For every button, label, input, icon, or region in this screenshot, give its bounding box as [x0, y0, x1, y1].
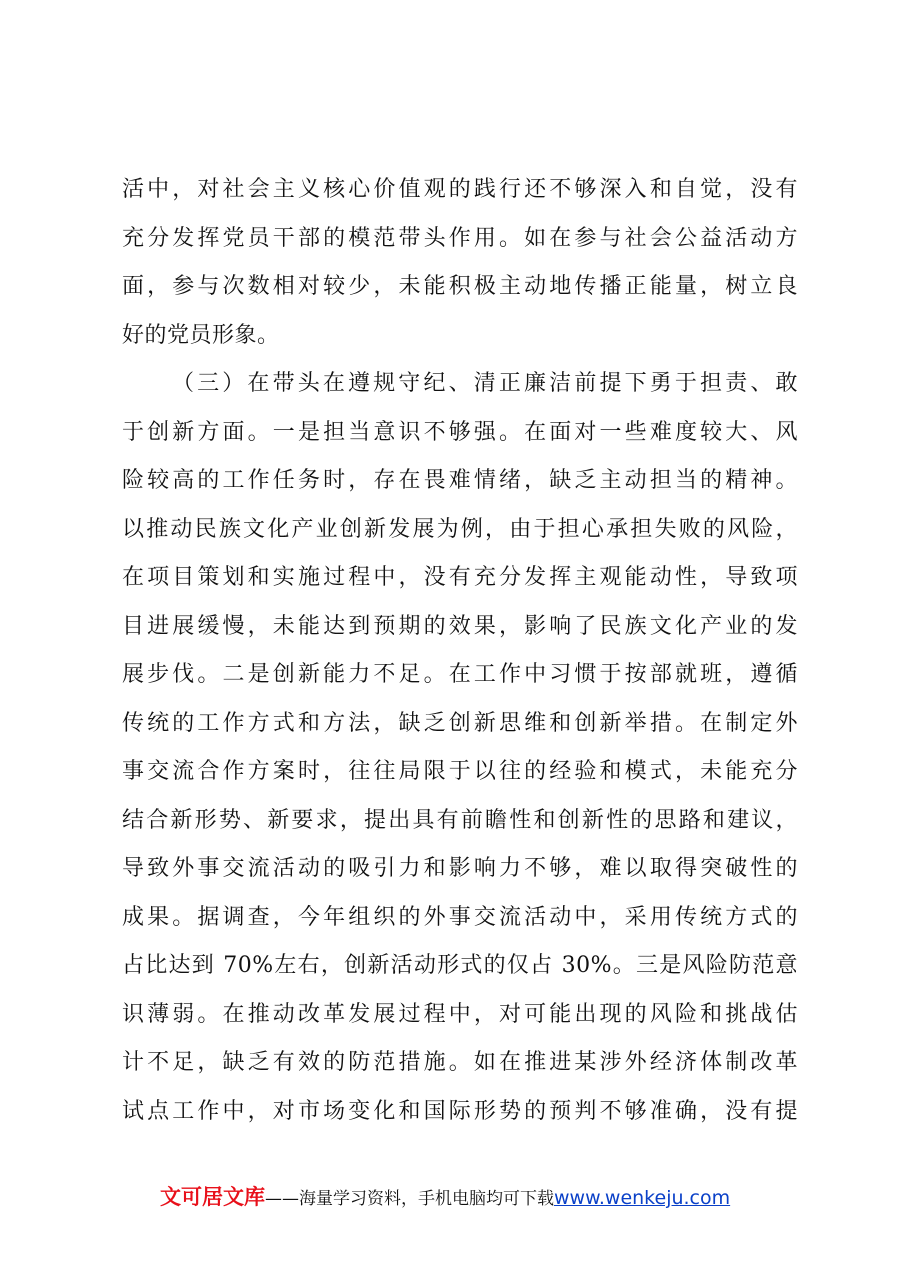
footer-banner: [160, 1182, 730, 1212]
section-heading-line: （三）在带头在遵规守纪、清正廉洁前提下勇于担责、敢: [172, 371, 798, 396]
document-body: [122, 166, 798, 1136]
text-line: 险较高的工作任务时，存在畏难情绪，缺乏主动担当的精神。: [122, 468, 798, 493]
text-line: 以推动民族文化产业创新发展为例，由于担心承担失败的风险，: [122, 516, 798, 542]
footer-tagline: ——海量学习资料，手机电脑均可下载: [265, 1189, 554, 1209]
text-line: 识薄弱。在推动改革发展过程中，对可能出现的风险和挑战估: [122, 1001, 798, 1027]
text-line: 好的党员形象。: [122, 322, 280, 348]
text-line: 展步伐。二是创新能力不足。在工作中习惯于按部就班，遵循: [122, 662, 798, 687]
text-line: 计不足，缺乏有效的防范措施。如在推进某涉外经济体制改革: [122, 1050, 798, 1075]
footer-brand: 文可居文库: [160, 1185, 265, 1209]
text-line: 传统的工作方式和方法，缺乏创新思维和创新举措。在制定外: [122, 710, 798, 736]
text-line: 目进展缓慢，未能达到预期的效果，影响了民族文化产业的发: [122, 613, 798, 639]
text-line: 成果。据调查，今年组织的外事交流活动中，采用传统方式的: [122, 904, 798, 930]
text-line: 导致外事交流活动的吸引力和影响力不够，难以取得突破性的: [122, 856, 798, 881]
footer-site-link[interactable]: www.wenkeju.com: [554, 1187, 731, 1209]
text-line: 在项目策划和实施过程中，没有充分发挥主观能动性，导致项: [122, 565, 798, 590]
text-line: 占比达到 70%左右，创新活动形式的仅占 30%。三是风险防范意: [122, 953, 798, 978]
text-line: 于创新方面。一是担当意识不够强。在面对一些难度较大、风: [122, 419, 798, 445]
text-line: 试点工作中，对市场变化和国际形势的预判不够准确，没有提: [122, 1098, 798, 1124]
text-line: 活中，对社会主义核心价值观的践行还不够深入和自觉，没有: [122, 177, 798, 202]
text-line: 事交流合作方案时，往往局限于以往的经验和模式，未能充分: [122, 759, 798, 784]
text-line: 面，参与次数相对较少，未能积极主动地传播正能量，树立良: [122, 274, 798, 299]
text-line: 结合新形势、新要求，提出具有前瞻性和创新性的思路和建议，: [122, 807, 798, 833]
text-line: 充分发挥党员干部的模范带头作用。如在参与社会公益活动方: [122, 225, 798, 251]
